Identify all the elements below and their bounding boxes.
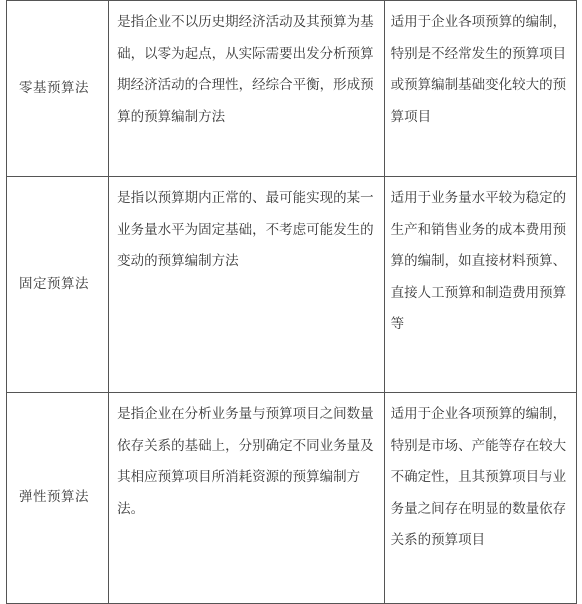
method-definition: 是指以预算期内正常的、最可能实现的某一业务量水平为固定基础，不考虑可能发生的变动的预算编制方法	[109, 177, 384, 393]
method-definition: 是指企业在分析业务量与预算项目之间数量依存关系的基础上，分别确定不同业务量及其相应预算项目所消耗资源的预算编制方法。	[109, 393, 384, 604]
method-name: 固定预算法	[7, 177, 109, 393]
table-row	[7, 1, 577, 177]
method-name: 零基预算法	[7, 1, 109, 177]
method-name: 弹性预算法	[7, 393, 109, 604]
method-application: 适用于业务量水平较为稳定的生产和销售业务的成本费用预算的编制，如直接材料预算、直接人工预算和制造费用预算等	[384, 177, 576, 393]
method-application: 适用于企业各项预算的编制，特别是不经常发生的预算项目或预算编制基础变化较大的预算项目	[384, 1, 576, 177]
budget-methods-table	[6, 0, 577, 604]
method-application: 适用于企业各项预算的编制，特别是市场、产能等存在较大不确定性，且其预算项目与业务量之间存在明显的数量依存关系的预算项目	[384, 393, 576, 604]
table-row	[7, 393, 577, 604]
table-row	[7, 177, 577, 393]
method-definition: 是指企业不以历史期经济活动及其预算为基础，以零为起点，从实际需要出发分析预算期经济活动的合理性，经综合平衡，形成预算的预算编制方法	[109, 1, 384, 177]
